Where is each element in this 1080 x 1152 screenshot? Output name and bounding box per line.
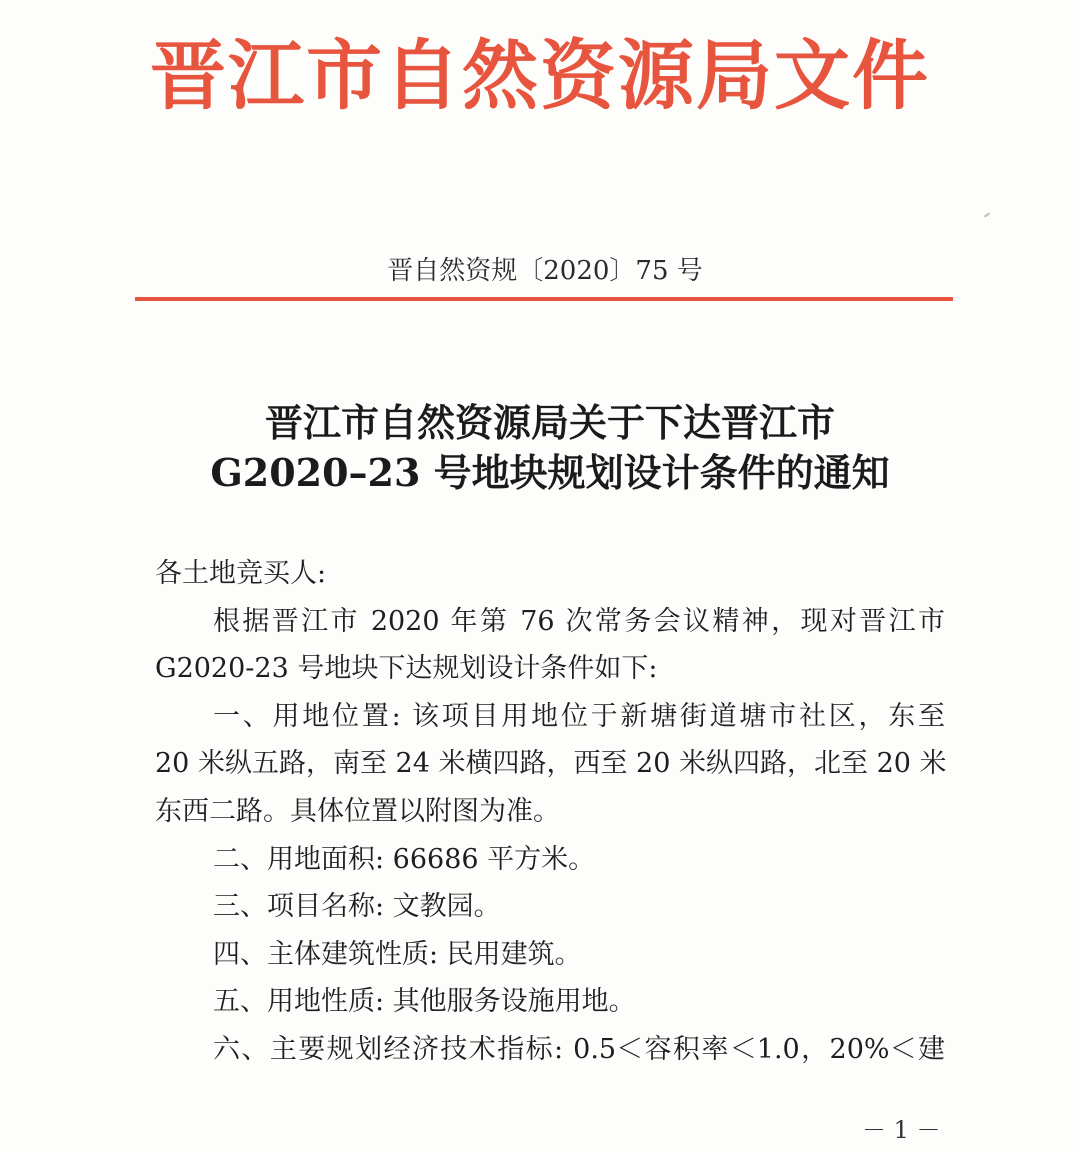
red-divider: [135, 297, 953, 301]
body-paragraph-line: 六、主要规划经济技术指标: 0.5＜容积率＜1.0，20%＜建: [213, 1033, 945, 1065]
document-title: [0, 398, 1080, 498]
body-paragraph-line: 三、项目名称: 文教园。: [213, 891, 501, 923]
title-line-1: 晋江市自然资源局关于下达晋江市: [264, 400, 835, 445]
document-number: 晋自然资规〔2020〕75 号: [387, 256, 703, 286]
body-paragraph-line: G2020-23 号地块下达规划设计条件如下:: [155, 653, 658, 685]
scan-mark: [984, 212, 990, 217]
body-paragraph-line: 一、用地位置: 该项目用地位于新塘街道塘市社区，东至: [213, 700, 945, 732]
body-paragraph-line: 二、用地面积: 66686 平方米。: [213, 843, 596, 875]
body-paragraph-line: 20 米纵五路，南至 24 米横四路，西至 20 米纵四路，北至 20 米: [155, 748, 947, 780]
body-paragraph-line: 四、主体建筑性质: 民用建筑。: [213, 938, 582, 970]
document-body: [155, 550, 945, 1074]
page-number: － 1 －: [862, 1116, 941, 1144]
body-paragraph-line: 五、用地性质: 其他服务设施用地。: [213, 986, 636, 1018]
title-line-2: G2020–23 号地块规划设计条件的通知: [210, 450, 890, 495]
salutation: 各土地竞买人:: [155, 558, 327, 589]
agency-header: 晋江市自然资源局文件: [150, 31, 930, 120]
body-paragraph-line: 根据晋江市 2020 年第 76 次常务会议精神，现对晋江市: [213, 605, 945, 637]
body-paragraph-line: 东西二路。具体位置以附图为准。: [155, 795, 560, 827]
